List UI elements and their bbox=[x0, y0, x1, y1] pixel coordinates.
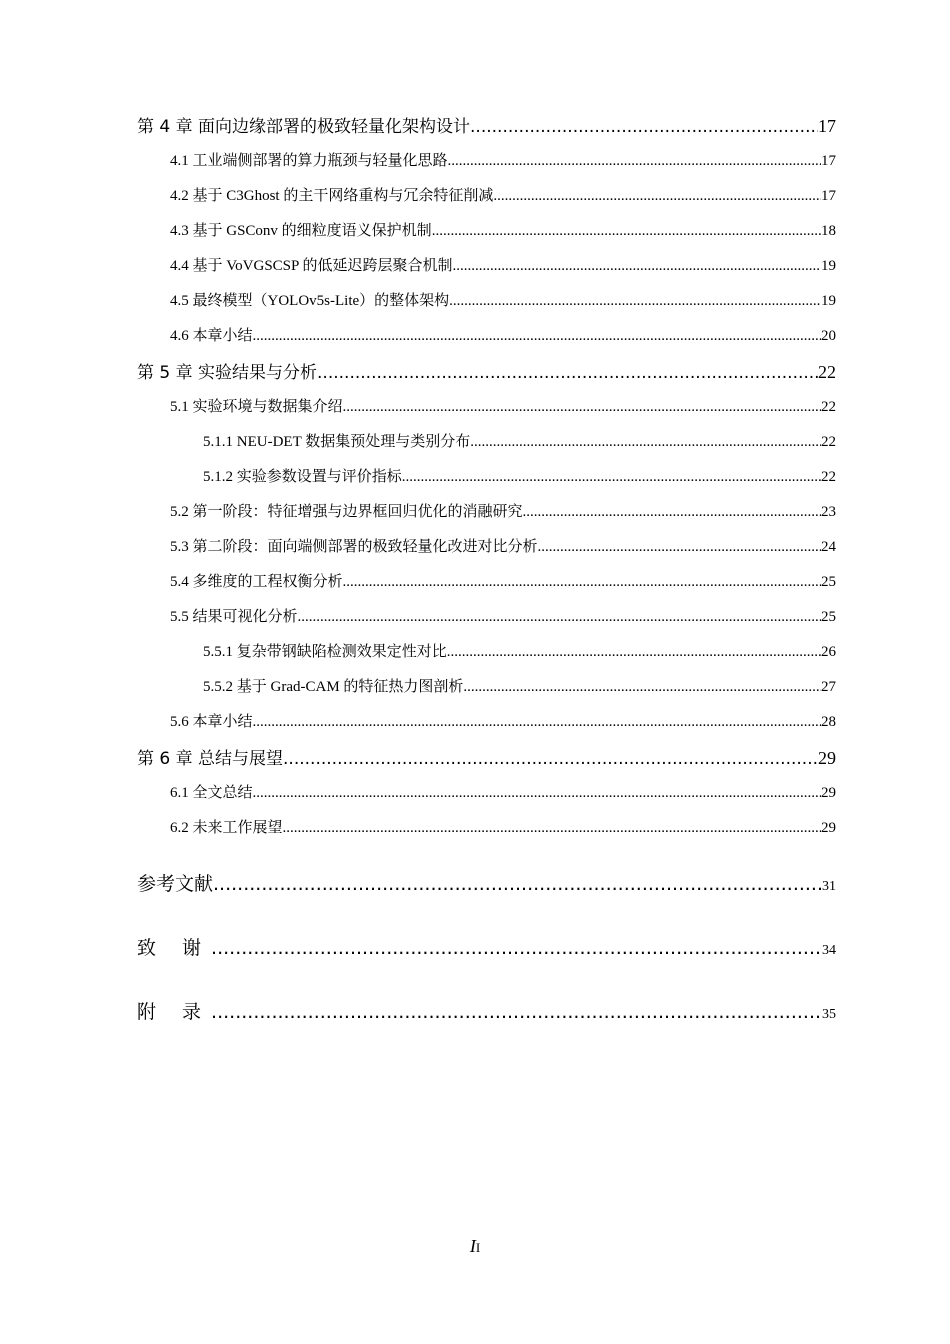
toc-entry-title: 4.4 基于 VoVGSCSP 的低延迟跨层聚合机制 bbox=[170, 258, 453, 274]
toc-entry[interactable] bbox=[137, 740, 836, 776]
toc-entry[interactable] bbox=[137, 980, 836, 1044]
toc-leader-dots bbox=[523, 495, 821, 530]
table-of-contents bbox=[137, 108, 836, 1044]
toc-entry-title: 5.1.2 实验参数设置与评价指标 bbox=[203, 469, 402, 485]
toc-entry[interactable] bbox=[137, 179, 836, 214]
toc-leader-dots bbox=[449, 284, 821, 319]
toc-leader-dots bbox=[253, 776, 821, 811]
toc-entry-page: 26 bbox=[821, 644, 836, 660]
toc-leader-dots bbox=[298, 600, 821, 635]
toc-leader-dots bbox=[493, 179, 821, 214]
toc-entry[interactable] bbox=[137, 852, 836, 916]
toc-leader-dots bbox=[447, 635, 821, 670]
toc-leader-dots bbox=[402, 460, 821, 495]
toc-entry-title: 5.1.1 NEU-DET 数据集预处理与类别分布 bbox=[203, 434, 471, 450]
toc-entry[interactable] bbox=[137, 776, 836, 811]
toc-entry-title: 参考文献 bbox=[137, 873, 214, 895]
toc-entry-page: 19 bbox=[821, 258, 836, 274]
toc-entry-title: 5.1 实验环境与数据集介绍 bbox=[170, 399, 343, 415]
toc-entry[interactable] bbox=[137, 916, 836, 980]
toc-leader-dots bbox=[343, 565, 821, 600]
toc-entry[interactable] bbox=[137, 565, 836, 600]
toc-entry[interactable] bbox=[137, 319, 836, 354]
toc-entry-page: 22 bbox=[821, 434, 836, 450]
toc-entry-title: 致 谢 bbox=[137, 937, 212, 959]
toc-entry[interactable] bbox=[137, 811, 836, 846]
toc-leader-dots bbox=[463, 670, 821, 705]
toc-entry-title: 附 录 bbox=[137, 1001, 212, 1023]
toc-entry[interactable] bbox=[137, 635, 836, 670]
toc-entry-title: 4.5 最终模型（YOLOv5s-Lite）的整体架构 bbox=[170, 293, 450, 309]
toc-entry-title: 第 4 章 面向边缘部署的极致轻量化架构设计 bbox=[137, 117, 471, 137]
toc-entry[interactable] bbox=[137, 460, 836, 495]
toc-leader-dots bbox=[432, 214, 821, 249]
toc-leader-dots bbox=[211, 980, 822, 1044]
toc-entry-title: 6.1 全文总结 bbox=[170, 785, 253, 801]
toc-leader-dots bbox=[253, 705, 821, 740]
toc-leader-dots bbox=[213, 852, 822, 916]
toc-entry-title: 4.2 基于 C3Ghost 的主干网络重构与冗余特征削减 bbox=[170, 188, 494, 204]
toc-leader-dots bbox=[538, 530, 821, 565]
toc-leader-dots bbox=[211, 916, 822, 980]
toc-leader-dots bbox=[283, 741, 818, 776]
toc-entry[interactable] bbox=[137, 425, 836, 460]
toc-entry-page: 24 bbox=[821, 539, 836, 555]
toc-entry-page: 25 bbox=[821, 609, 836, 625]
page-number-roman-small: I bbox=[475, 1240, 481, 1255]
toc-entry-page: 29 bbox=[821, 785, 836, 801]
toc-entry-title: 5.5 结果可视化分析 bbox=[170, 609, 298, 625]
toc-entry[interactable] bbox=[137, 214, 836, 249]
toc-entry[interactable] bbox=[137, 495, 836, 530]
toc-entry[interactable] bbox=[137, 284, 836, 319]
toc-entry-page: 31 bbox=[822, 879, 836, 894]
toc-entry-page: 27 bbox=[821, 679, 836, 695]
toc-leader-dots bbox=[343, 390, 821, 425]
toc-entry-title: 4.3 基于 GSConv 的细粒度语义保护机制 bbox=[170, 223, 432, 239]
toc-entry-page: 17 bbox=[821, 188, 836, 204]
page-number bbox=[0, 1236, 950, 1257]
toc-entry[interactable] bbox=[137, 670, 836, 705]
toc-entry-page: 29 bbox=[818, 748, 836, 768]
toc-leader-dots bbox=[317, 355, 818, 390]
toc-entry-title: 4.6 本章小结 bbox=[170, 328, 253, 344]
toc-entry-page: 17 bbox=[821, 153, 836, 169]
toc-leader-dots bbox=[283, 811, 821, 846]
toc-entry-title: 5.5.2 基于 Grad-CAM 的特征热力图剖析 bbox=[203, 679, 464, 695]
toc-entry-title: 5.2 第一阶段：特征增强与边界框回归优化的消融研究 bbox=[170, 504, 523, 520]
toc-entry-title: 5.5.1 复杂带钢缺陷检测效果定性对比 bbox=[203, 644, 447, 660]
toc-entry-page: 22 bbox=[818, 362, 836, 382]
toc-entry-page: 28 bbox=[821, 714, 836, 730]
toc-entry-page: 25 bbox=[821, 574, 836, 590]
toc-entry-page: 18 bbox=[821, 223, 836, 239]
toc-entry-page: 29 bbox=[821, 820, 836, 836]
toc-entry-page: 17 bbox=[818, 116, 836, 136]
toc-entry-title: 5.3 第二阶段：面向端侧部署的极致轻量化改进对比分析 bbox=[170, 539, 538, 555]
toc-entry[interactable] bbox=[137, 705, 836, 740]
page-number-roman: I bbox=[469, 1236, 476, 1256]
toc-entry-page: 22 bbox=[821, 469, 836, 485]
toc-entry-page: 35 bbox=[822, 1007, 836, 1022]
toc-entry-title: 5.4 多维度的工程权衡分析 bbox=[170, 574, 343, 590]
toc-entry[interactable] bbox=[137, 144, 836, 179]
toc-entry-title: 4.1 工业端侧部署的算力瓶颈与轻量化思路 bbox=[170, 153, 448, 169]
toc-entry[interactable] bbox=[137, 108, 836, 144]
toc-leader-dots bbox=[470, 109, 818, 144]
toc-leader-dots bbox=[470, 425, 821, 460]
toc-entry-page: 20 bbox=[821, 328, 836, 344]
toc-entry[interactable] bbox=[137, 530, 836, 565]
toc-leader-dots bbox=[453, 249, 821, 284]
toc-entry[interactable] bbox=[137, 354, 836, 390]
toc-entry-page: 22 bbox=[821, 399, 836, 415]
toc-entry-title: 第 6 章 总结与展望 bbox=[137, 749, 284, 769]
toc-entry-page: 23 bbox=[821, 504, 836, 520]
toc-entry-page: 19 bbox=[821, 293, 836, 309]
toc-entry-title: 第 5 章 实验结果与分析 bbox=[137, 363, 318, 383]
toc-leader-dots bbox=[448, 144, 821, 179]
toc-entry[interactable] bbox=[137, 249, 836, 284]
toc-entry[interactable] bbox=[137, 390, 836, 425]
toc-entry-page: 34 bbox=[822, 943, 836, 958]
toc-leader-dots bbox=[253, 319, 821, 354]
toc-entry-title: 6.2 未来工作展望 bbox=[170, 820, 283, 836]
toc-entry-title: 5.6 本章小结 bbox=[170, 714, 253, 730]
toc-entry[interactable] bbox=[137, 600, 836, 635]
